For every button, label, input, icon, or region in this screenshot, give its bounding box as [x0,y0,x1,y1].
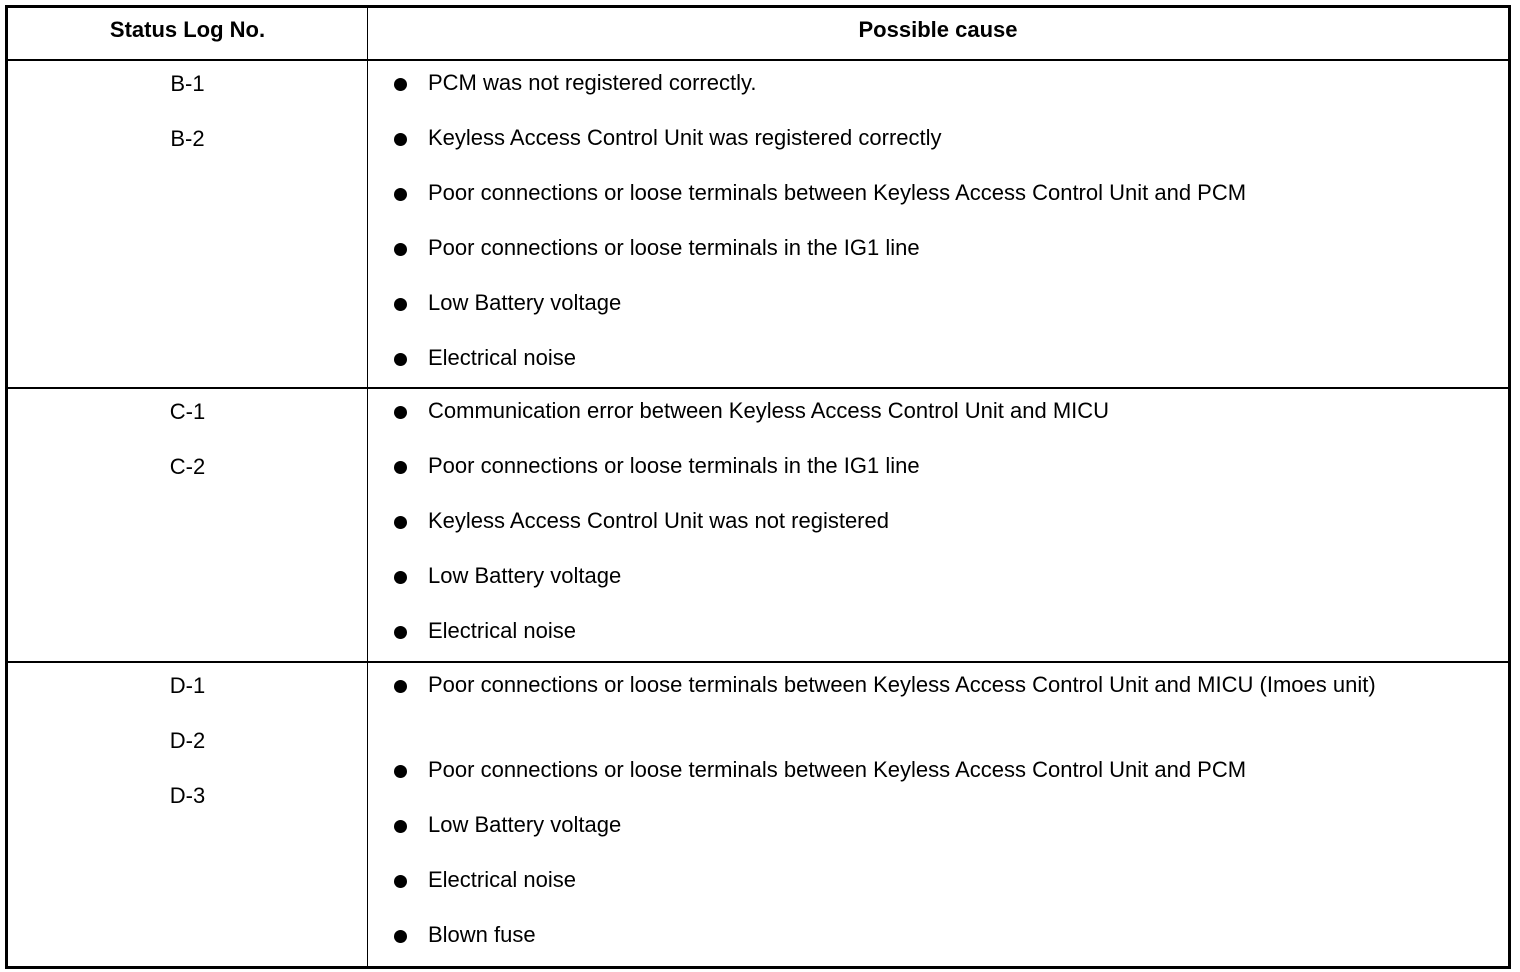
cause-item: Poor connections or loose terminals in the IG1 line [428,453,920,478]
header-possible-cause: Possible cause [858,17,1018,42]
bullet-icon [394,571,407,584]
cause-item: Communication error between Keyless Access Control Unit and MICU [428,398,1110,423]
bullet-icon [394,133,407,146]
bullet-icon [394,243,407,256]
row-divider [8,387,1508,389]
status-log-code: B-1 [170,71,205,96]
cause-item: Poor connections or loose terminals between Keyless Access Control Unit and PCM [428,180,1247,205]
bullet-icon [394,765,407,778]
cause-item: Low Battery voltage [428,290,622,315]
column-divider [367,8,368,966]
bullet-icon [394,930,407,943]
bullet-icon [394,516,407,529]
status-log-code: C-2 [169,454,206,479]
cause-item: Electrical noise [428,618,576,643]
status-log-table [5,5,1511,969]
status-log-code: D-1 [169,673,206,698]
bullet-icon [394,353,407,366]
cause-item: Low Battery voltage [428,563,622,588]
status-log-code: D-3 [169,783,206,808]
bullet-icon [394,78,407,91]
bullet-icon [394,680,407,693]
cause-item: Keyless Access Control Unit was not registered [428,508,889,533]
cause-item: Electrical noise [428,867,576,892]
cause-item: PCM was not registered correctly. [428,70,757,95]
cause-item: Keyless Access Control Unit was registered correctly [428,125,942,150]
bullet-icon [394,626,407,639]
header-status-log-no: Status Log No. [109,17,266,42]
bullet-icon [394,875,407,888]
status-log-code: B-2 [170,126,205,151]
header-divider [8,59,1508,61]
bullet-icon [394,188,407,201]
cause-item: Blown fuse [428,922,536,947]
bullet-icon [394,406,407,419]
status-log-code: C-1 [169,399,206,424]
cause-item: Poor connections or loose terminals between Keyless Access Control Unit and PCM [428,757,1247,782]
cause-item: Poor connections or loose terminals in the IG1 line [428,235,920,260]
row-divider [8,661,1508,663]
bullet-icon [394,820,407,833]
cause-item: Poor connections or loose terminals between Keyless Access Control Unit and MICU (Imoes unit) [428,672,1376,697]
cause-item: Low Battery voltage [428,812,622,837]
status-log-code: D-2 [169,728,206,753]
bullet-icon [394,461,407,474]
cause-item: Electrical noise [428,345,576,370]
bullet-icon [394,298,407,311]
